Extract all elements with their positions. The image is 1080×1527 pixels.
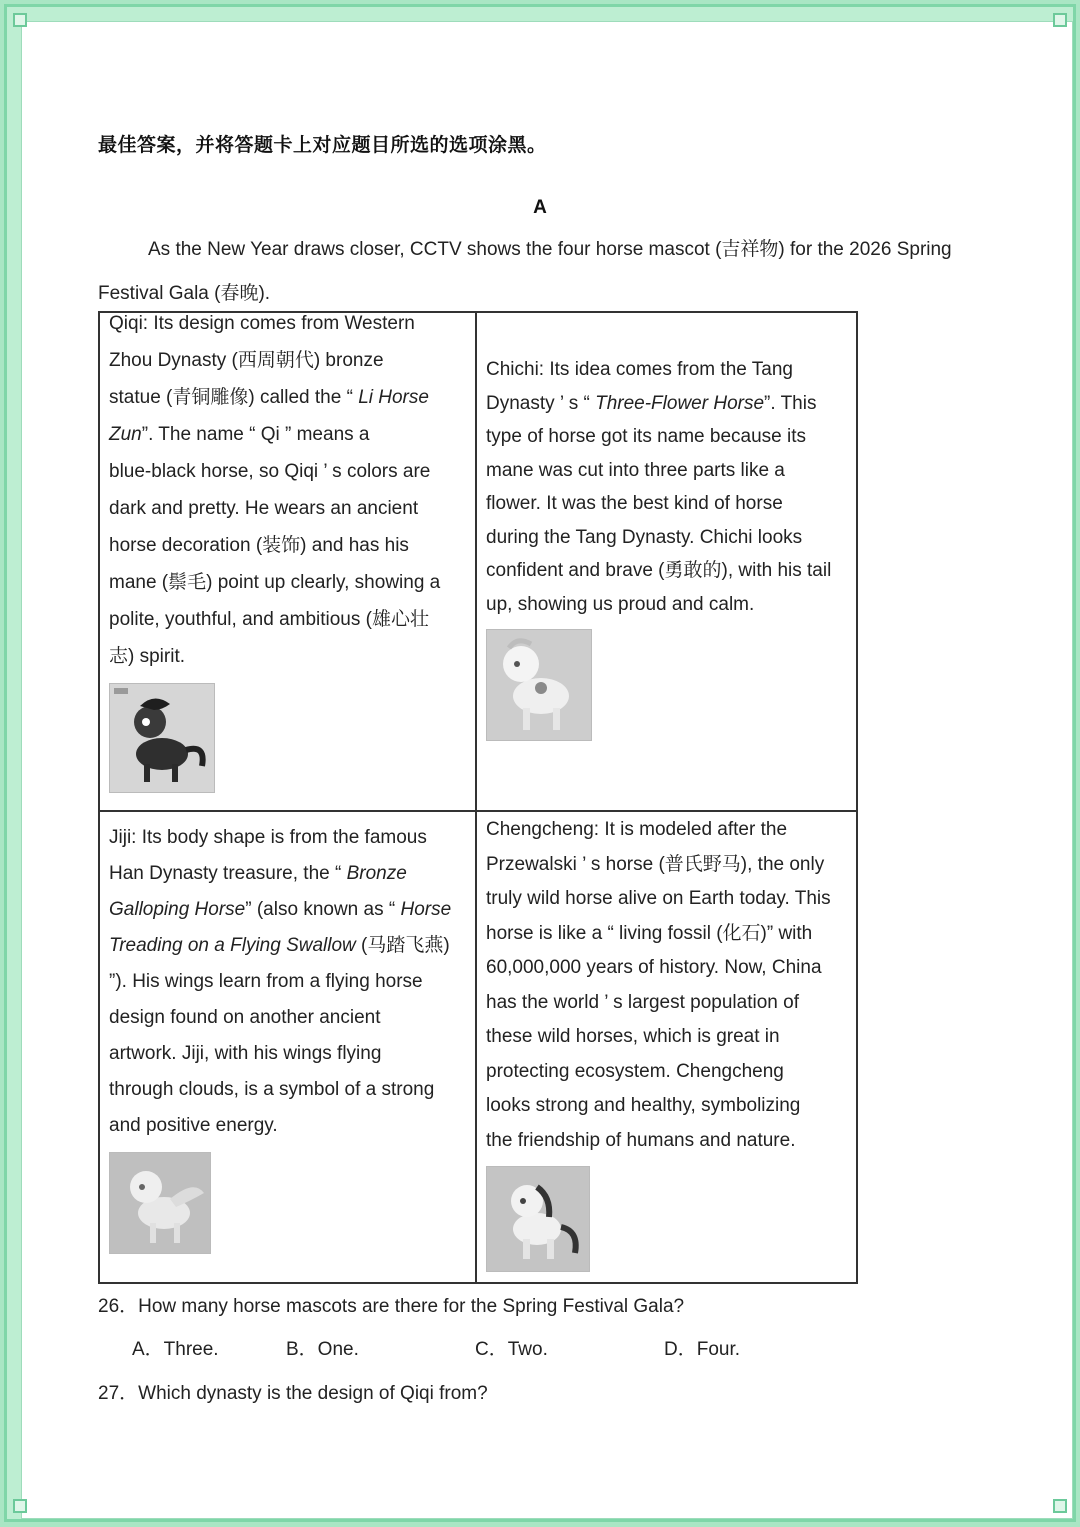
mascot-table — [98, 311, 858, 1284]
instruction-text: 最佳答案，并将答题卡上对应题目所选的选项涂黑。 — [98, 135, 547, 156]
text-line: confident and brave (勇敢的), with his tail — [486, 560, 832, 581]
artwork-title: Li Horse — [358, 387, 429, 408]
text-line: ”. This — [764, 392, 817, 414]
option-b[interactable]: B．One. — [286, 1339, 359, 1360]
artwork-title: Three-Flower Horse — [595, 392, 765, 414]
jiji-description — [109, 820, 466, 1144]
question-26: 26．How many horse mascots are there for the Spring Festival Gala? — [98, 1296, 685, 1317]
text-line: artwork. Jiji, with his wings flying — [109, 1043, 382, 1064]
artwork-title: Treading on a Flying Swallow — [109, 935, 356, 956]
text-line: Chengcheng: It is modeled after the — [486, 819, 788, 840]
text-line: Zhou Dynasty (西周朝代) bronze — [109, 350, 384, 371]
mascot-cell-chengcheng — [476, 811, 857, 1283]
question-27: 27．Which dynasty is the design of Qiqi from? — [98, 1383, 488, 1404]
text-line: Chichi: Its idea comes from the Tang — [486, 359, 793, 380]
text-line: Przewalski ’ s horse (普氏野马), the only — [486, 853, 825, 875]
text-line: Dynasty ’ s “ — [486, 392, 596, 414]
text-line: through clouds, is a symbol of a strong — [109, 1079, 435, 1100]
text-line: the friendship of humans and nature. — [486, 1129, 796, 1151]
qiqi-description — [109, 305, 466, 675]
text-line: type of horse got its name because its — [486, 426, 807, 447]
text-line: protecting ecosystem. Chengcheng — [486, 1060, 784, 1082]
text-line: horse is like a “ living fossil (化石)” with — [486, 922, 813, 944]
text-line: statue (青铜雕像) called the “ — [109, 387, 359, 408]
text-line: 60,000,000 years of history. Now, China — [486, 957, 822, 978]
artwork-title: Galloping Horse — [109, 899, 246, 920]
mascot-cell-chichi — [476, 312, 857, 811]
text-line: design found on another ancient — [109, 1007, 381, 1028]
text-line: 志) spirit. — [109, 646, 186, 667]
text-line: horse decoration (装饰) and has his — [109, 535, 409, 556]
text-line: Jiji: Its body shape is from the famous — [109, 827, 427, 848]
chichi-image — [486, 629, 592, 741]
frame-corner — [13, 1499, 27, 1513]
text-line: looks strong and healthy, symbolizing — [486, 1095, 801, 1116]
text-line: blue-black horse, so Qiqi ’ s colors are — [109, 461, 431, 482]
text-line: and positive energy. — [109, 1115, 278, 1136]
text-line: ”). His wings learn from a flying horse — [109, 971, 423, 992]
text-line: mane (鬃毛) point up clearly, showing a — [109, 572, 441, 593]
text-line: mane was cut into three parts like a — [486, 459, 785, 481]
option-a[interactable]: A．Three. — [132, 1339, 219, 1360]
text-line: ”. The name “ Qi ” means a — [141, 424, 370, 445]
section-label: A — [533, 197, 547, 218]
artwork-title: Bronze — [346, 863, 407, 884]
mascot-cell-qiqi — [99, 312, 476, 811]
chengcheng-image — [486, 1166, 590, 1272]
text-line: has the world ’ s largest population of — [486, 991, 799, 1013]
text-line: flower. It was the best kind of horse — [486, 493, 783, 514]
text-line: during the Tang Dynasty. Chichi looks — [486, 526, 803, 548]
text-line: Han Dynasty treasure, the “ — [109, 863, 347, 884]
frame-corner — [1053, 1499, 1067, 1513]
chichi-description — [486, 353, 847, 621]
chengcheng-description — [486, 813, 847, 1158]
text-line: truly wild horse alive on Earth today. This — [486, 888, 831, 909]
text-line: polite, youthful, and ambitious (雄心壮 — [109, 609, 429, 630]
text-line: ” (also known as “ — [245, 899, 401, 920]
artwork-title: Zun — [109, 424, 142, 445]
text-line: (马踏飞燕) — [355, 935, 450, 956]
option-c[interactable]: C．Two. — [475, 1339, 548, 1360]
artwork-title: Horse — [400, 899, 452, 920]
text-line: dark and pretty. He wears an ancient — [109, 498, 419, 519]
text-line: up, showing us proud and calm. — [486, 593, 755, 615]
frame-corner — [1053, 13, 1067, 27]
text-line: Qiqi: Its design comes from Western — [109, 313, 415, 334]
text-line: these wild horses, which is great in — [486, 1026, 780, 1047]
intro-line-2: Festival Gala (春晚). — [98, 283, 271, 304]
intro-line-1: As the New Year draws closer, CCTV shows the four horse mascot (吉祥物) for the 2026 Spring — [148, 239, 952, 260]
frame-corner — [13, 13, 27, 27]
jiji-image — [109, 1152, 211, 1254]
qiqi-image — [109, 683, 215, 793]
option-d[interactable]: D．Four. — [664, 1339, 741, 1360]
mascot-cell-jiji — [99, 811, 476, 1283]
